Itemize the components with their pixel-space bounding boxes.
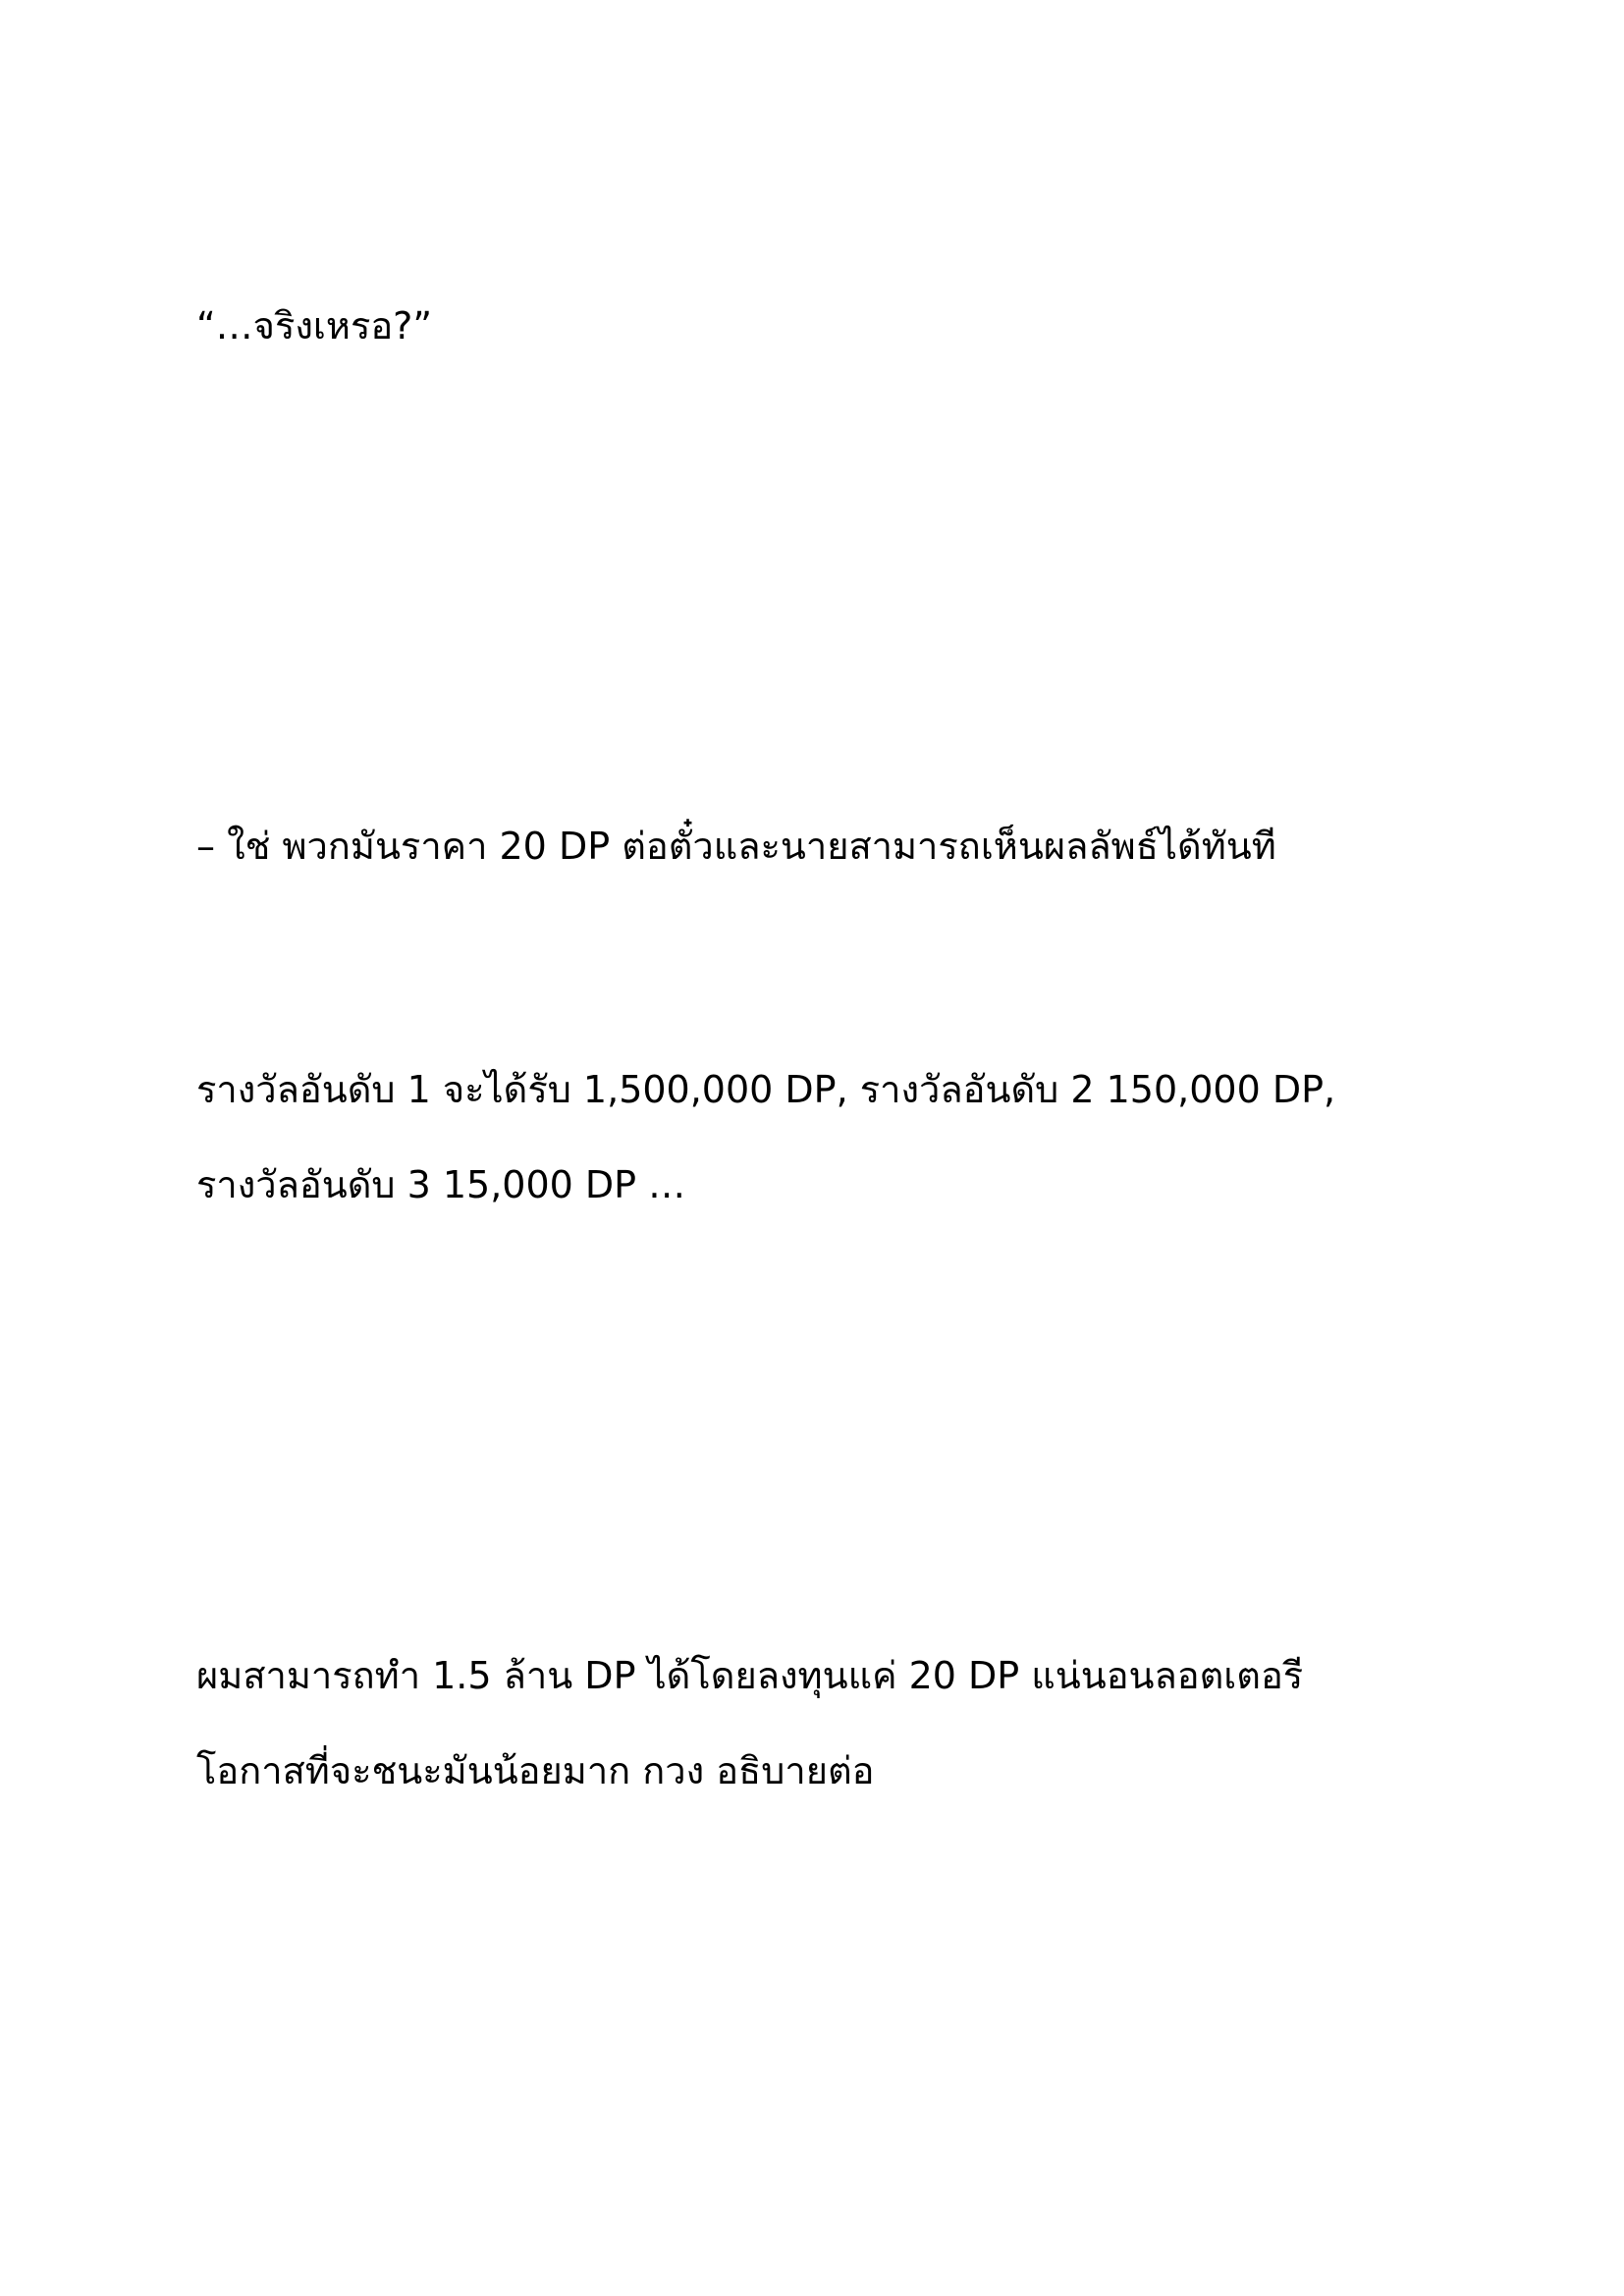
- paragraph-line: รางวัลอันดับ 1 จะได้รับ 1,500,000 DP, รางวัลอันดับ 2 150,000 DP,: [196, 1068, 1336, 1111]
- paragraph-line: ผมสามารถทำ 1.5 ล้าน DP ได้โดยลงทุนแค่ 20 DP แน่นอนลอตเตอรี: [196, 1654, 1304, 1697]
- paragraph-line: – ใช่ พวกมันราคา 20 DP ต่อตั๋วและนายสามารถเห็นผลลัพธ์ได้ทันที: [196, 825, 1276, 868]
- paragraph-line: โอกาสที่จะชนะมันน้อยมาก กวง อธิบายต่อ: [196, 1749, 875, 1792]
- paragraph-line: รางวัลอันดับ 3 15,000 DP …: [196, 1163, 686, 1206]
- dialogue-line: “…จริงเหรอ?”: [196, 304, 433, 347]
